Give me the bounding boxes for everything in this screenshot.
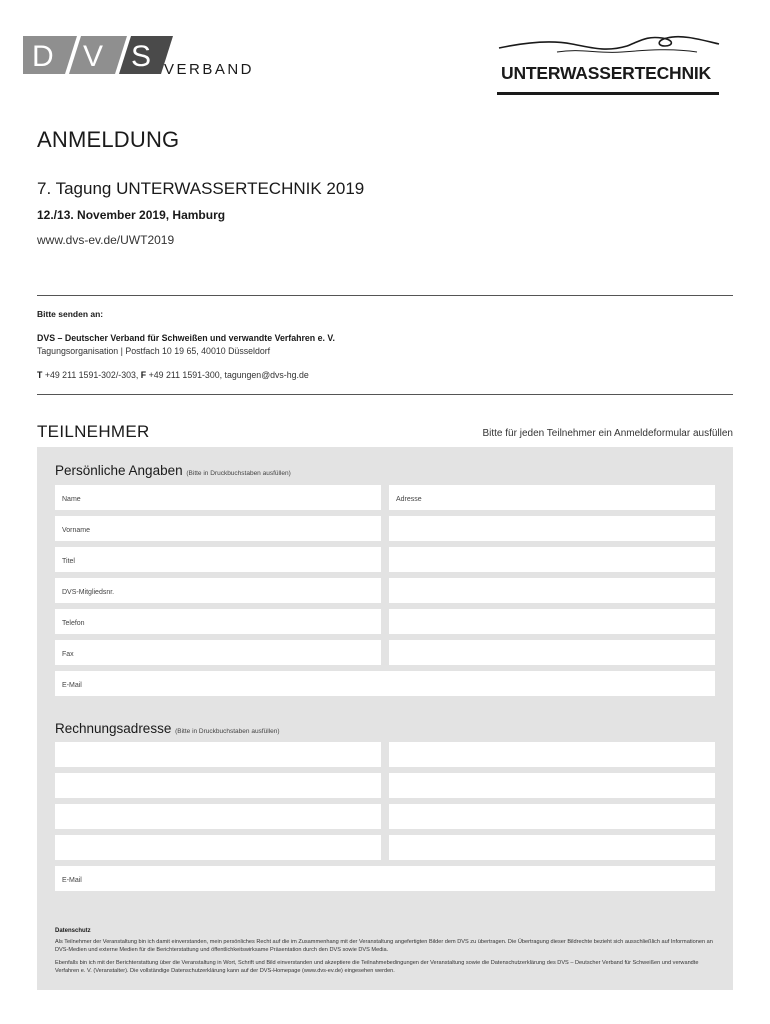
- wave-icon: [497, 30, 720, 60]
- unterwassertechnik-wordmark: UNTERWASSERTECHNIK: [501, 63, 711, 83]
- email-label: E-Mail: [62, 682, 82, 689]
- billing-field[interactable]: [55, 804, 381, 829]
- event-title: 7. Tagung UNTERWASSERTECHNIK 2019: [37, 179, 365, 198]
- dvs-letter-d: D: [32, 40, 54, 73]
- phone-numbers: +49 211 1591-302/-303,: [42, 370, 141, 380]
- event-date: 12./13. November 2019, Hamburg: [37, 208, 226, 222]
- billing-field[interactable]: [55, 835, 381, 860]
- billing-email-field[interactable]: [55, 866, 715, 891]
- billing-field[interactable]: [389, 835, 715, 860]
- firstname-field[interactable]: [55, 516, 381, 541]
- title-label: Titel: [62, 558, 75, 565]
- email-field[interactable]: [55, 671, 715, 696]
- verband-wordmark: VERBAND: [164, 61, 255, 78]
- address-line-5-field[interactable]: [389, 609, 715, 634]
- dvs-logo: [23, 36, 173, 74]
- billing-field[interactable]: [389, 773, 715, 798]
- billing-address-title: Rechnungsadresse: [55, 721, 172, 736]
- name-field[interactable]: [55, 485, 381, 510]
- billing-email-label: E-Mail: [62, 877, 82, 884]
- participants-note: Bitte für jeden Teilnehmer ein Anmeldeformular ausfüllen: [482, 428, 733, 439]
- page-title: ANMELDUNG: [37, 127, 180, 152]
- name-label: Name: [62, 496, 81, 503]
- participants-title: TEILNEHMER: [37, 422, 150, 441]
- unterwassertechnik-logo: [497, 30, 720, 96]
- billing-field[interactable]: [389, 742, 715, 767]
- phone-label: T: [37, 370, 43, 380]
- billing-field[interactable]: [55, 742, 381, 767]
- dvs-letter-v: V: [83, 40, 104, 73]
- member-number-label: DVS-Mitgliedsnr.: [62, 589, 115, 596]
- fax-field[interactable]: [55, 640, 381, 665]
- fax-field-label: Fax: [62, 651, 74, 658]
- address-line-2-field[interactable]: [389, 516, 715, 541]
- address-line-4-field[interactable]: [389, 578, 715, 603]
- form-panel: [37, 447, 733, 990]
- fax-email: +49 211 1591-300, tagungen@dvs-hg.de: [146, 370, 309, 380]
- member-number-field[interactable]: [55, 578, 381, 603]
- privacy-paragraph-1: Als Teilnehmer der Veranstaltung bin ich damit einverstanden, mein persönliches Recht auf die im Zusammenhang mit der Veranstaltung angefertigten Bilder dem DVS zu übertragen. Die Übertragung dieser Bildrechte bezieht sich ausschließlich auf Informationen an DVS-Medien und externe Medien für die Berichterstattung und öffentlichkeitswirksame Präsentation durch den DVS sowie DVS Media.: [55, 939, 713, 953]
- billing-field[interactable]: [55, 773, 381, 798]
- dvs-letter-s: S: [131, 40, 152, 73]
- firstname-label: Vorname: [62, 527, 91, 534]
- personal-data-hint: (Bitte in Druckbuchstaben ausfüllen): [186, 470, 291, 477]
- personal-data-heading: [55, 463, 291, 478]
- address-line-3-field[interactable]: [389, 547, 715, 572]
- billing-address-heading: [55, 721, 280, 736]
- privacy-heading: Datenschutz: [55, 928, 91, 934]
- address-line-6-field[interactable]: [389, 640, 715, 665]
- fax-label: F: [140, 370, 147, 380]
- divider: [37, 295, 733, 296]
- organization-name: DVS – Deutscher Verband für Schweißen und verwandte Verfahren e. V.: [37, 333, 335, 343]
- billing-field[interactable]: [389, 804, 715, 829]
- privacy-paragraph-2: Ebenfalls bin ich mit der Berichterstattung über die Veranstaltung in Wort, Schrift und Bild einverstanden und akzeptiere die Teilnahmebedingungen der Veranstaltung sowie die Datenschutzerklärung des DVS – Deutscher Verband für Schweißen und verwandte Verfahren e. V. (Veranstalter). Die vollständige Datenschutzerklärung kann auf der DVS-Homepage (www.dvs-ev.de) eingesehen werden.: [55, 960, 699, 974]
- title-field[interactable]: [55, 547, 381, 572]
- phone-field[interactable]: [55, 609, 381, 634]
- phone-field-label: Telefon: [62, 620, 85, 627]
- logo-underline: [497, 92, 719, 95]
- send-to-label: Bitte senden an:: [37, 309, 104, 319]
- organization-address: Tagungsorganisation | Postfach 10 19 65, 40010 Düsseldorf: [37, 346, 271, 356]
- event-url[interactable]: www.dvs-ev.de/UWT2019: [37, 233, 175, 247]
- billing-address-hint: (Bitte in Druckbuchstaben ausfüllen): [175, 728, 280, 735]
- address-label: Adresse: [396, 496, 422, 503]
- contact-line: [37, 370, 309, 380]
- divider: [37, 394, 733, 395]
- personal-data-title: Persönliche Angaben: [55, 463, 183, 478]
- address-field[interactable]: [389, 485, 715, 510]
